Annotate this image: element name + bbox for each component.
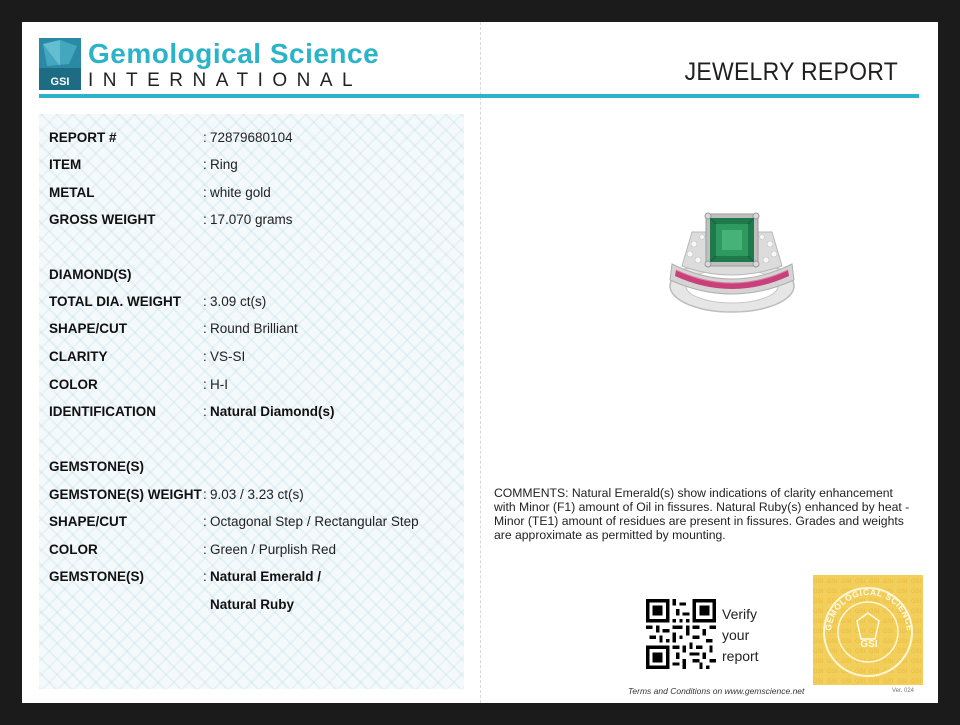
detail-value: Round Brilliant — [210, 321, 298, 336]
ring-photo — [662, 204, 802, 319]
detail-value: Natural Ruby — [210, 597, 295, 612]
svg-text:GSI: GSI — [860, 639, 878, 650]
jewelry-report-card: GSI Gemological Science INTERNATIONAL JEWELRY REPORT REPORT # : 72879680104 ITEM : Ring METAL : white gold GROSS WEIGHT : 17.070 grams DIAMOND(S) TOTAL DIA. WEIGHT : 3.09 ct(s) SHAPE/CUT : Round Brilliant CLARITY : VS-SI COLOR : H-I IDENTIFICATION : Natural Diamond(s) GEMSTONE(S) GEMSTONE(S) WEIGHT : 9.03 / 3.23 ct(s) SHAPE/CUT : Octagonal Step / Rectangular Step COLOR : Green / Purplish Red GEMSTONE(S) : Natural Emerald / Natural Ruby COMMENTS: Natural Emerald(s) show indications of clarity enhancement with Minor (F1) amount of Oil in fissures. Natural Ruby(s) enhanced by heat - Minor (TE1) amount of residues are present in fissures. Grades and weights are approximate as permitted by mounting. Verify your report GEMOLOGICAL SCIENCE GSI Terms and Conditions on www.gemscience.net Ver. 024 — [22, 22, 938, 703]
detail-value: 72879680104 — [210, 130, 293, 145]
gsi-seal-icon — [813, 575, 923, 685]
detail-value: 17.070 grams — [210, 212, 293, 227]
detail-value: 3.09 ct(s) — [210, 294, 267, 309]
fold-divider — [480, 22, 481, 703]
detail-label: CLARITY — [49, 349, 108, 364]
version-label: Ver. 024 — [892, 688, 915, 694]
detail-value: Green / Purplish Red — [210, 542, 337, 557]
detail-label: COLOR — [49, 542, 98, 557]
detail-label: ITEM — [49, 157, 82, 172]
detail-label: IDENTIFICATION — [49, 404, 156, 419]
comments-text: COMMENTS: Natural Emerald(s) show indications of clarity enhancement with Minor (F1) amount of Oil in fissures. Natural Ruby(s) enhanced by heat - Minor (TE1) amount of residues are present in fissures. Grades and weights are approximate as permitted by mounting. — [494, 486, 910, 542]
detail-value: white gold — [210, 185, 271, 200]
detail-value: H-I — [210, 377, 228, 392]
detail-value: Natural Diamond(s) — [210, 404, 335, 419]
brand-name: Gemological Science — [88, 38, 380, 69]
diamonds-heading: DIAMOND(S) — [49, 267, 132, 282]
detail-label: TOTAL DIA. WEIGHT — [49, 294, 181, 309]
verify-line1: Verify — [722, 606, 758, 622]
seal-text: GEMOLOGICAL SCIENCE — [822, 586, 916, 632]
detail-label: SHAPE/CUT — [49, 514, 128, 529]
gsi-logo-icon — [39, 38, 81, 90]
verify-line2: your — [722, 627, 750, 643]
report-title: JEWELRY REPORT — [684, 58, 898, 86]
gemstones-heading: GEMSTONE(S) — [49, 459, 145, 474]
detail-value: 9.03 / 3.23 ct(s) — [210, 487, 304, 502]
verify-line3: report — [722, 648, 759, 664]
detail-label: METAL — [49, 185, 95, 200]
detail-label: GEMSTONE(S) WEIGHT — [49, 487, 202, 502]
detail-label: COLOR — [49, 377, 98, 392]
brand-subtitle: INTERNATIONAL — [88, 70, 363, 91]
verify-report-text — [722, 604, 759, 667]
terms-link[interactable]: Terms and Conditions on www.gemscience.net — [628, 686, 805, 696]
logo-text: GSI — [50, 76, 70, 88]
detail-label: SHAPE/CUT — [49, 321, 128, 336]
header-rule — [39, 94, 919, 98]
detail-label: GROSS WEIGHT — [49, 212, 156, 227]
detail-value: Natural Emerald / — [210, 569, 322, 584]
detail-label: REPORT # — [49, 130, 117, 145]
qr-code[interactable] — [646, 599, 716, 669]
detail-value: Octagonal Step / Rectangular Step — [210, 514, 419, 529]
detail-value: Ring — [210, 157, 238, 172]
detail-value: VS-SI — [210, 349, 246, 364]
detail-label: GEMSTONE(S) — [49, 569, 145, 584]
